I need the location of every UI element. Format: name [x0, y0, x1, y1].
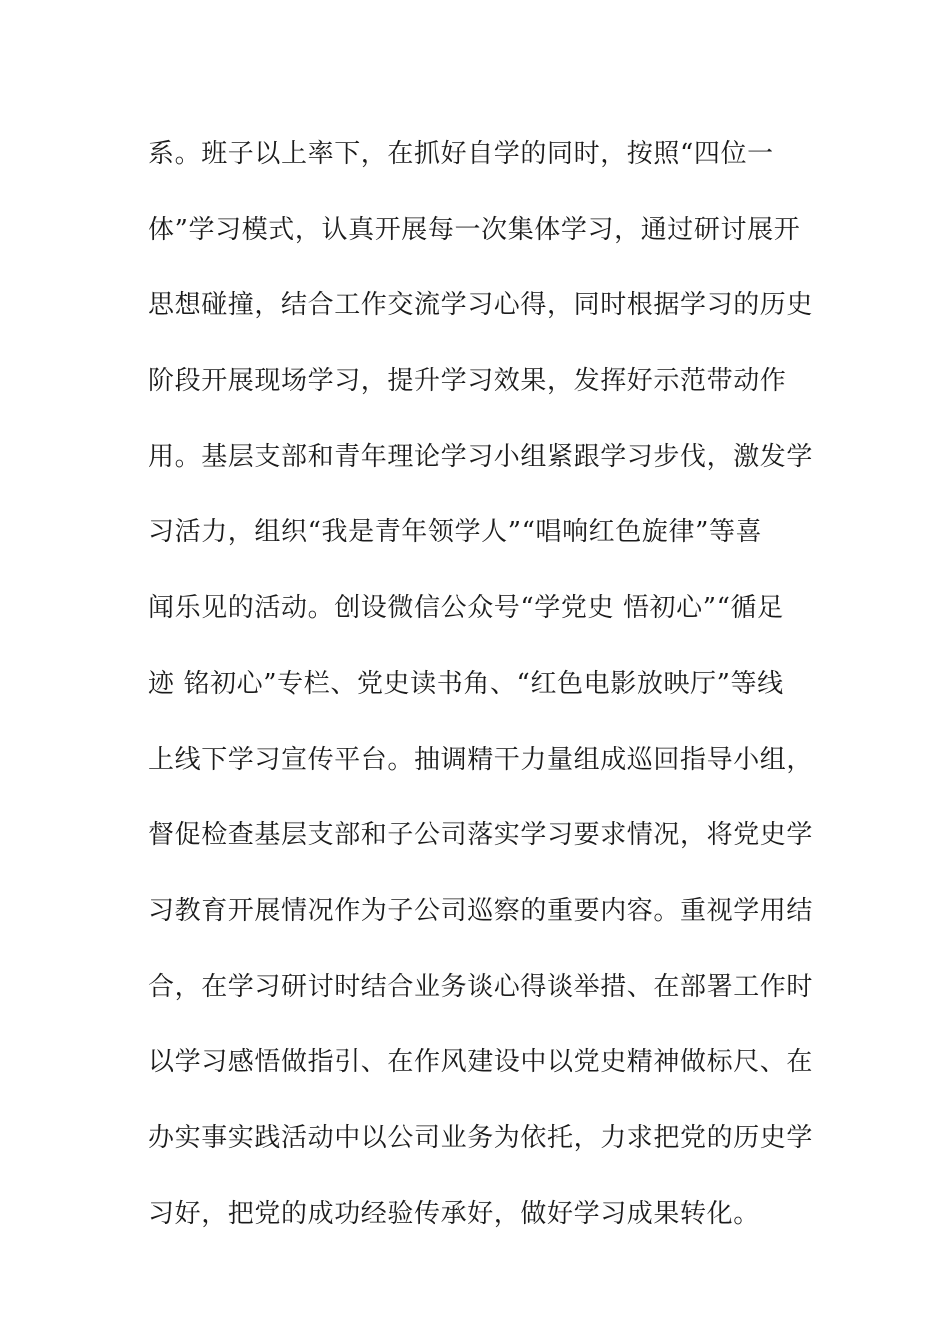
text-line: 闻乐见的活动。创设微信公众号“学党史 悟初心”“循足: [148, 593, 784, 624]
text-line: 思想碰撞，结合工作交流学习心得，同时根据学习的历史: [148, 290, 814, 321]
text-line: 系。班子以上率下，在抓好自学的同时，按照“四位一: [148, 139, 774, 169]
text-line: 迹 铭初心”专栏、党史读书角、“红色电影放映厅”等线: [148, 668, 784, 699]
text-line: 督促检查基层支部和子公司落实学习要求情况，将党史学: [148, 820, 814, 851]
text-line: 习教育开展情况作为子公司巡察的重要内容。重视学用结: [148, 895, 814, 926]
text-line: 体”学习模式，认真开展每一次集体学习，通过研讨展开: [148, 214, 801, 245]
body-paragraph: [148, 134, 828, 1269]
text-line: 习活力，组织“我是青年领学人”“唱响红色旋律”等喜: [148, 517, 763, 548]
text-line: 上线下学习宣传平台。抽调精干力量组成巡回指导小组，: [148, 744, 814, 775]
text-line: 办实事实践活动中以公司业务为依托，力求把党的历史学: [148, 1122, 814, 1153]
text-line: 习好，把党的成功经验传承好，做好学习成果转化。: [148, 1198, 760, 1229]
text-line: 阶段开展现场学习，提升学习效果，发挥好示范带动作: [148, 366, 787, 397]
text-line: 合，在学习研讨时结合业务谈心得谈举措、在部署工作时: [148, 971, 814, 1002]
text-line: 用。基层支部和青年理论学习小组紧跟学习步伐，激发学: [148, 441, 814, 472]
text-line: 以学习感悟做指引、在作风建设中以党史精神做标尺、在: [148, 1047, 814, 1078]
